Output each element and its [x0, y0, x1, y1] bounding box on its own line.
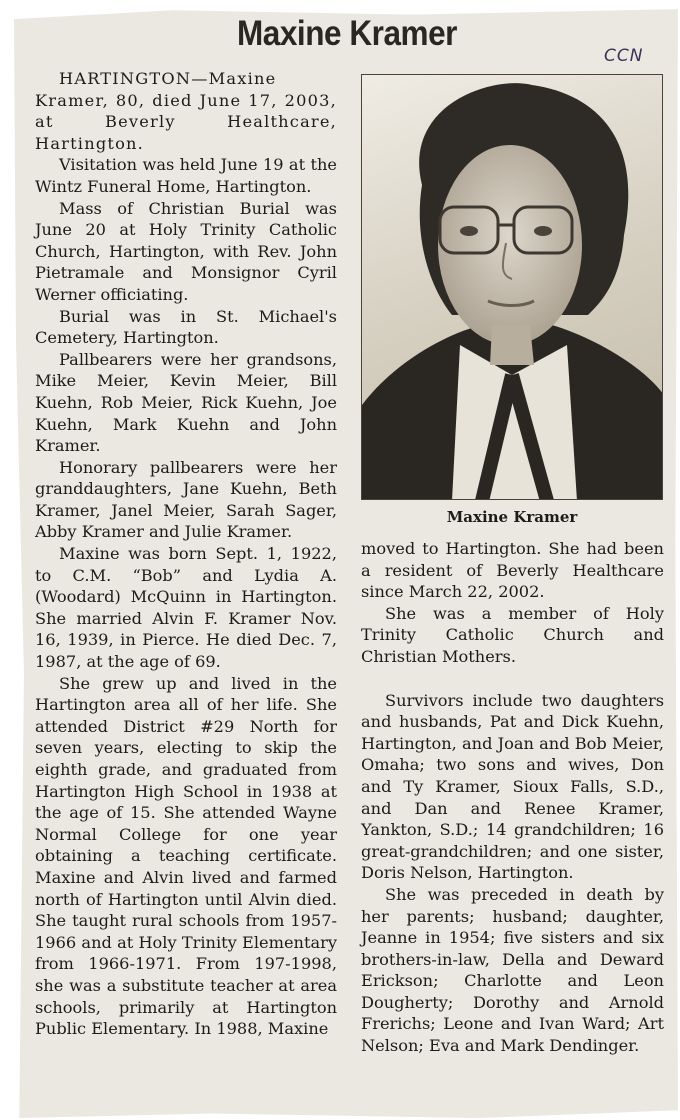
paragraph-mass: Mass of Christian Burial was June 20 at Holy Trinity Catholic Church, Hartington, with Rev. John Pietramale and Monsignor Cyril Werner officiating. — [35, 198, 337, 304]
obituary-headline: Maxine Kramer — [236, 14, 457, 53]
paragraph-visitation: Visitation was held June 19 at the Wintz Funeral Home, Hartington. — [35, 155, 337, 196]
paragraph-birth: Maxine was born Sept. 1, 1922, to C.M. “Bob” and Lydia A. (Woodard) McQuinn in Hartington. She married Alvin F. Kramer Nov. 16, 1939, in Pierce. He died Dec. 7, 1987, at the age of 69. — [35, 544, 337, 672]
paragraph-church: She was a member of Holy Trinity Catholic Church and Christian Mothers. — [361, 603, 664, 666]
photo-caption: Maxine Kramer — [446, 508, 578, 526]
right-text-column — [361, 538, 664, 1057]
paragraph-preceded: She was preceded in death by her parents; husband; daughter, Jeanne in 1954; five sisters and six brothers-in-law, Della and Deward Erickson; Charlotte and Leon Dougherty; Dorothy and Arnold Frerichs; Leone and Ivan Ward; Art Nelson; Eva and Mark Dendinger. — [361, 884, 664, 1056]
paragraph-death-notice: HARTINGTON—Maxine Kramer, 80, died June 17, 2003, at Beverly Healthcare, Hartington. — [35, 69, 337, 153]
paragraph-residence: moved to Hartington. She had been a resident of Beverly Healthcare since March 22, 2002. — [361, 539, 664, 602]
portrait-photo — [361, 74, 663, 500]
paragraph-burial: Burial was in St. Michael's Cemetery, Hartington. — [35, 306, 337, 348]
paragraph-pallbearers: Pallbearers were her grandsons, Mike Meier, Kevin Meier, Bill Kuehn, Rob Meier, Rick Kuehn, Joe Kuehn, Mark Kuehn and John Kramer. — [35, 349, 337, 456]
portrait-drawing — [362, 75, 663, 500]
paragraph-survivors: Survivors include two daughters and husbands, Pat and Dick Kuehn, Hartington, and Joan and Bob Meier, Omaha; two sons and wives, Don and Ty Kramer, Sioux Falls, S.D., and Dan and Renee Kramer, Yankton, S.D.; 14 grandchildren; 16 great-grandchildren; and one sister, Doris Nelson, Hartington. — [361, 690, 664, 883]
paragraph-biography: She grew up and lived in the Hartington area all of her life. She attended District #29 North for seven years, electing to skip the eighth grade, and graduated from Hartington High School in 1938 at the age of 15. She attended Wayne Normal College for one year obtaining a teaching certificate. Maxine and Alvin lived and farmed north of Hartington until Alvin died. She taught rural schools from 1957-1966 and at Holy Trinity Elementary from 1966-1971. From 197-1998, she was a substitute teacher at area schools, primarily at Hartington Public Elementary. In 1988, Maxine — [35, 673, 337, 1039]
paragraph-gap — [361, 668, 664, 690]
handwritten-note: CCN — [604, 46, 644, 66]
left-text-column — [35, 68, 337, 1040]
paragraph-honorary-pallbearers: Honorary pallbearers were her granddaughters, Jane Kuehn, Beth Kramer, Janel Meier, Sarah Sager, Abby Kramer and Julie Kramer. — [35, 457, 337, 542]
